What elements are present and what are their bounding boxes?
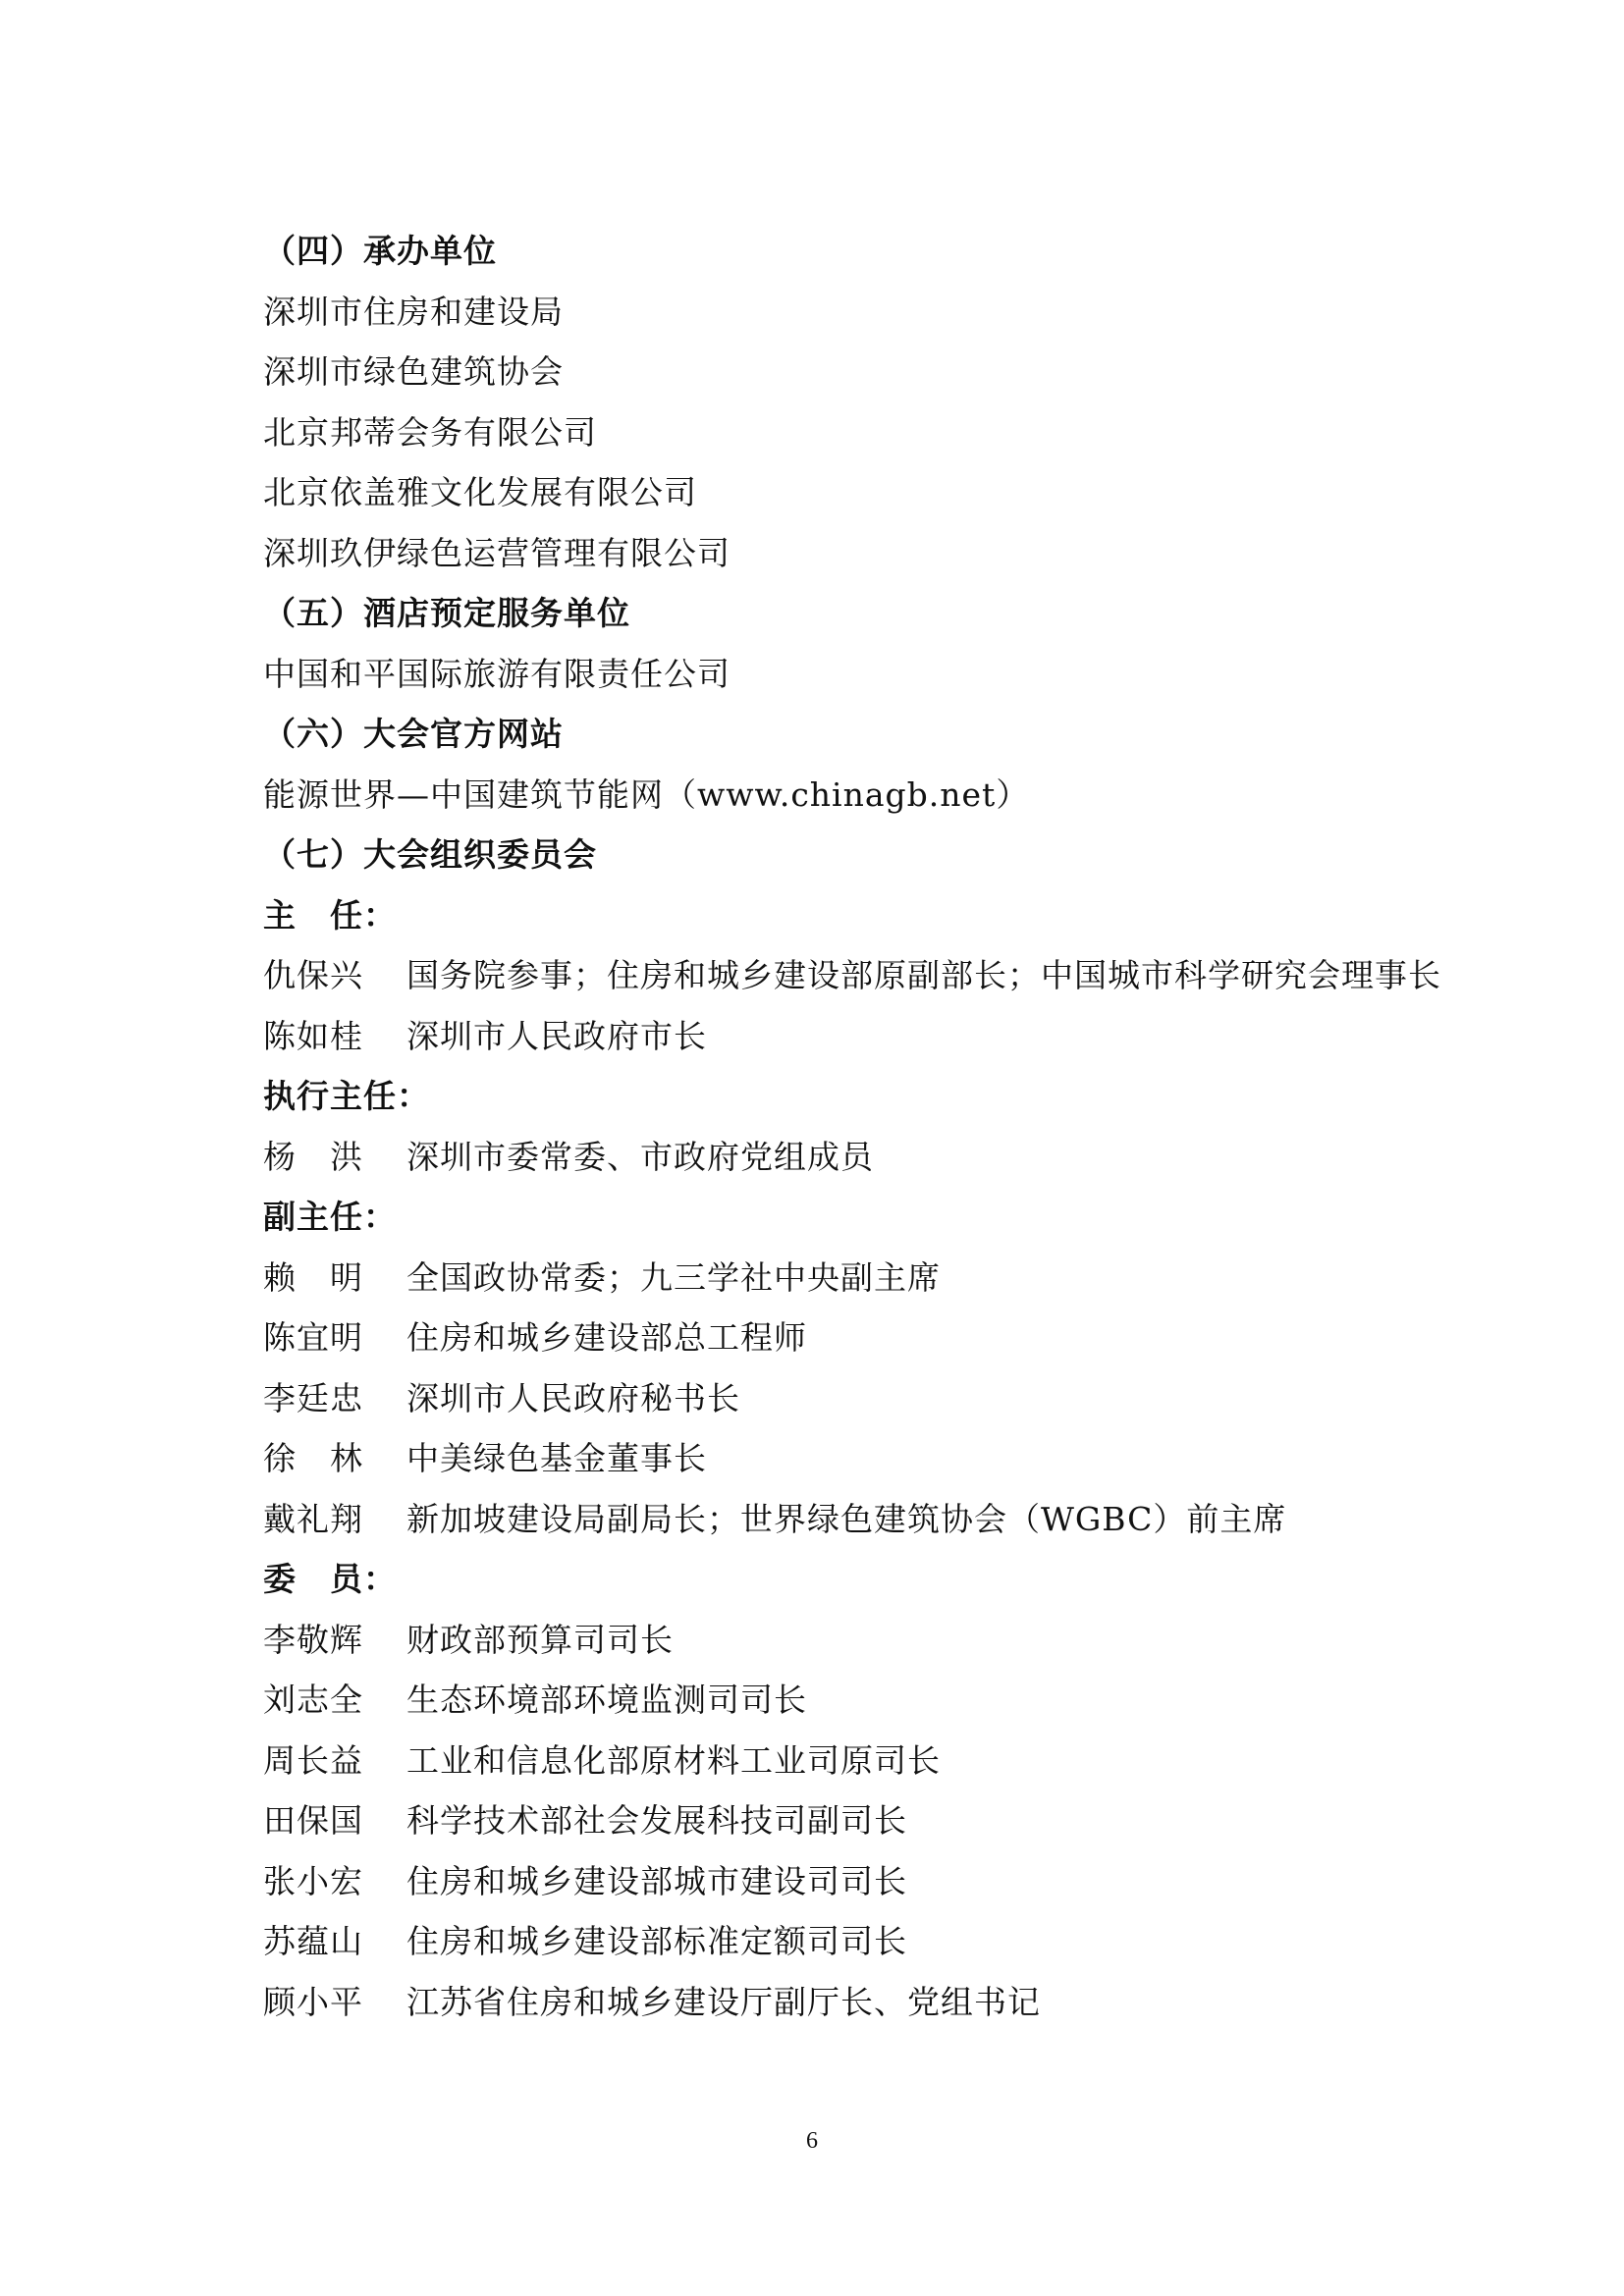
role-label-director: 主 任：	[263, 895, 397, 934]
member-title: 江苏省住房和城乡建设厅副厅长、党组书记	[406, 1982, 1041, 2021]
committee-member-row	[263, 1368, 1441, 1429]
member-title: 工业和信息化部原材料工业司原司长	[406, 1740, 941, 1780]
committee-member-row	[263, 1610, 1441, 1671]
member-name: 徐 林	[263, 1439, 363, 1477]
member-title: 科学技术部社会发展科技司副司长	[406, 1801, 907, 1840]
member-title: 住房和城乡建设部标准定额司司长	[406, 1922, 907, 1960]
member-title: 中美绿色基金董事长	[406, 1439, 707, 1477]
member-name: 李敬辉	[263, 1620, 363, 1659]
member-name: 李廷忠	[263, 1378, 363, 1417]
website-item: 能源世界—中国建筑节能网（www.chinagb.net）	[263, 774, 1030, 814]
member-name: 赖 明	[263, 1257, 363, 1297]
member-title: 深圳市人民政府市长	[406, 1016, 707, 1055]
role-label-member: 委 员：	[263, 1560, 397, 1598]
member-title: 住房和城乡建设部城市建设司司长	[406, 1861, 907, 1900]
member-name: 顾小平	[263, 1982, 363, 2021]
member-title: 生态环境部环境监测司司长	[406, 1681, 807, 1719]
organizer-item: 深圳市住房和建设局	[263, 292, 564, 331]
member-name: 仇保兴	[263, 956, 363, 994]
committee-member-row	[263, 1670, 1441, 1731]
committee-member-row	[263, 1972, 1441, 2033]
organizer-item: 北京邦蒂会务有限公司	[263, 412, 597, 452]
committee-member-row	[263, 1248, 1441, 1308]
role-label-executive: 执行主任：	[263, 1077, 430, 1115]
section-heading-hotel: （五）酒店预定服务单位	[263, 594, 630, 632]
member-name: 刘志全	[263, 1681, 363, 1719]
section-heading-committee: （七）大会组织委员会	[263, 835, 597, 874]
committee-member-row	[263, 1790, 1441, 1851]
document-body	[263, 221, 1441, 2032]
member-name: 戴礼翔	[263, 1499, 363, 1538]
member-name: 杨 洪	[263, 1137, 363, 1176]
role-label-deputy: 副主任：	[263, 1198, 397, 1236]
committee-member-row	[263, 1731, 1441, 1791]
member-title: 全国政协常委；九三学社中央副主席	[406, 1257, 941, 1297]
committee-member-row	[263, 1127, 1441, 1188]
section-heading-website: （六）大会官方网站	[263, 715, 564, 753]
member-name: 苏蕴山	[263, 1922, 363, 1960]
committee-member-row	[263, 1489, 1441, 1550]
member-name: 张小宏	[263, 1861, 363, 1900]
member-name: 陈如桂	[263, 1016, 363, 1055]
member-title: 深圳市人民政府秘书长	[406, 1378, 740, 1417]
committee-member-row	[263, 1851, 1441, 1912]
page-number: 6	[806, 2128, 818, 2154]
organizer-item: 深圳市绿色建筑协会	[263, 352, 564, 391]
organizer-item: 深圳玖伊绿色运营管理有限公司	[263, 533, 731, 572]
member-name: 陈宜明	[263, 1318, 363, 1357]
committee-member-row	[263, 1308, 1441, 1368]
member-name: 周长益	[263, 1740, 363, 1780]
organizer-item: 北京依盖雅文化发展有限公司	[263, 473, 697, 511]
member-title: 住房和城乡建设部总工程师	[406, 1318, 807, 1357]
member-name: 田保国	[263, 1801, 363, 1840]
committee-member-row	[263, 1911, 1441, 1972]
member-title: 深圳市委常委、市政府党组成员	[406, 1137, 874, 1176]
committee-member-row	[263, 945, 1441, 1006]
committee-member-row	[263, 1428, 1441, 1489]
hotel-service-item: 中国和平国际旅游有限责任公司	[263, 654, 731, 693]
section-heading-organizer: （四）承办单位	[263, 232, 497, 270]
member-title: 新加坡建设局副局长；世界绿色建筑协会（WGBC）前主席	[406, 1499, 1287, 1538]
member-title: 财政部预算司司长	[406, 1620, 674, 1659]
member-title: 国务院参事；住房和城乡建设部原副部长；中国城市科学研究会理事长	[406, 956, 1441, 994]
committee-member-row	[263, 1006, 1441, 1067]
